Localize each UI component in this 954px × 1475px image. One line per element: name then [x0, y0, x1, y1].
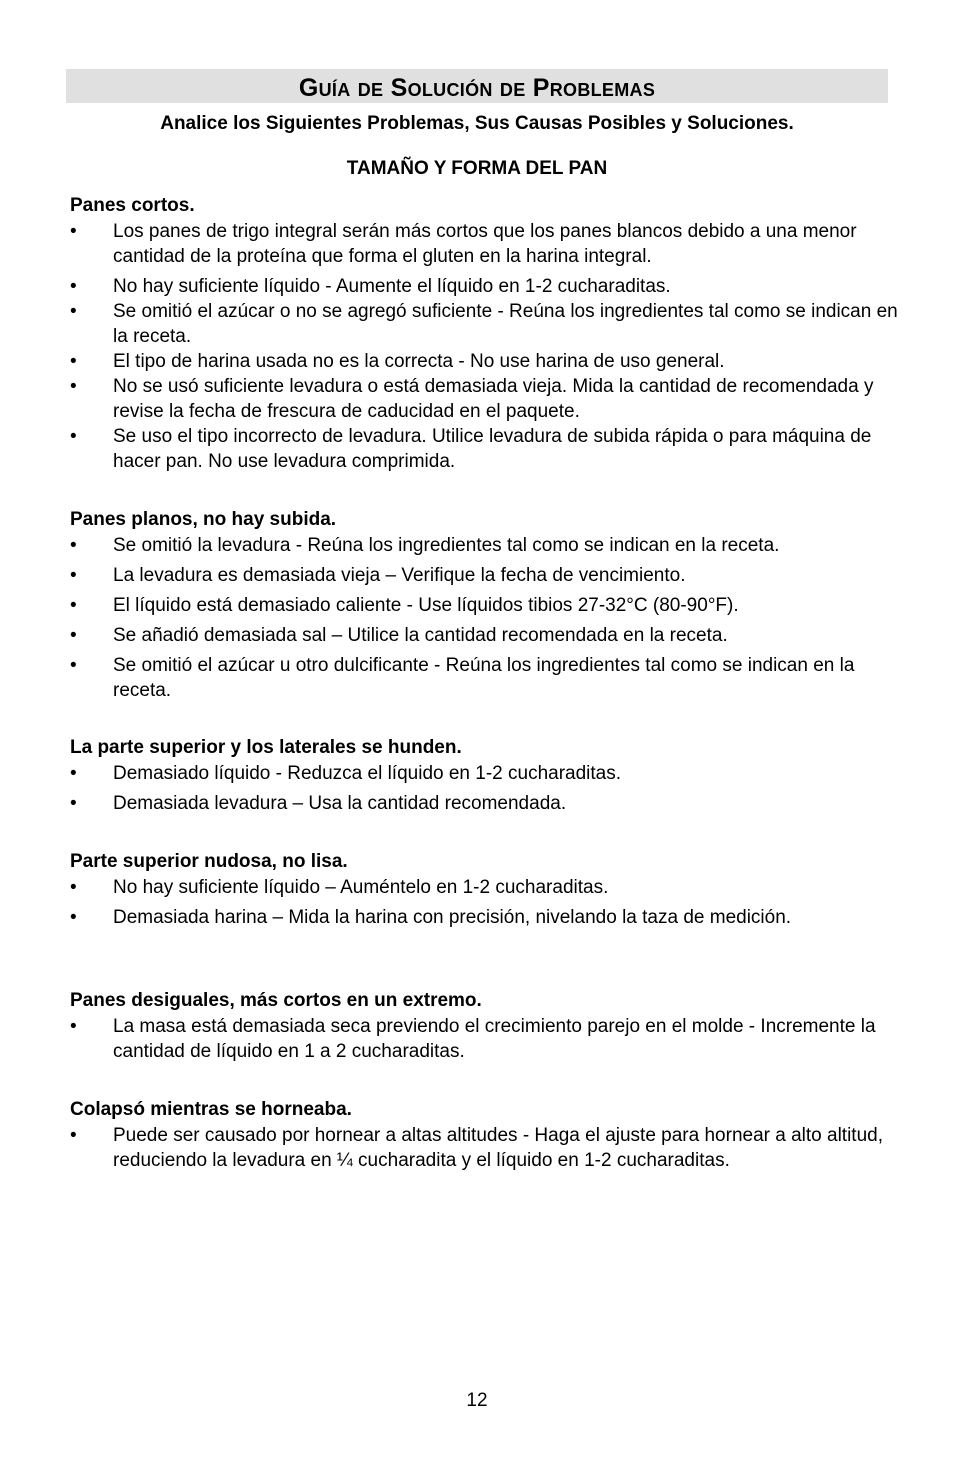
- list-item: [70, 653, 900, 703]
- category-heading: TAMAÑO Y FORMA DEL PAN: [346, 158, 608, 179]
- page-title: Guía de Solución de Problemas: [298, 74, 656, 102]
- list-item-text: Se añadió demasiada sal – Utilice la cantidad recomendada en la receta.: [113, 625, 728, 646]
- list-item: [70, 1123, 900, 1173]
- bullet-icon: •: [70, 907, 77, 928]
- list-item: [70, 299, 900, 349]
- list-item: [70, 593, 900, 618]
- bullet-icon: •: [70, 877, 77, 898]
- list-item-text: Se omitió la levadura - Reúna los ingredientes tal como se indican en la receta.: [113, 535, 780, 556]
- list-item-text: No hay suficiente líquido – Auméntelo en 1-2 cucharaditas.: [113, 877, 609, 898]
- list-item: [70, 374, 900, 424]
- list-item-text: No se usó suficiente levadura o está demasiada vieja. Mida la cantidad de recomendada y revise la fecha de frescura de caducidad en el paquete.: [113, 376, 874, 422]
- bullet-icon: •: [70, 625, 77, 646]
- list-item-text: El líquido está demasiado caliente - Use líquidos tibios 27-32°C (80-90°F).: [113, 595, 739, 616]
- bullet-icon: •: [70, 565, 77, 586]
- bullet-list: [70, 875, 900, 930]
- bullet-list: [70, 533, 900, 703]
- section-heading: Parte superior nudosa, no lisa.: [70, 851, 348, 872]
- list-item-text: Los panes de trigo integral serán más cortos que los panes blancos debido a una menor cantidad de la proteína que forma el gluten en la harina integral.: [113, 221, 857, 267]
- bullet-icon: •: [70, 1125, 77, 1146]
- section-heading: Colapsó mientras se horneaba.: [70, 1099, 352, 1120]
- section-heading: Panes desiguales, más cortos en un extremo.: [70, 990, 482, 1011]
- list-item-text: Se uso el tipo incorrecto de levadura. Utilice levadura de subida rápida o para máquina de hacer pan. No use levadura comprimida.: [113, 426, 872, 472]
- list-item: [70, 761, 900, 786]
- bullet-list: [70, 1123, 900, 1173]
- bullet-icon: •: [70, 301, 77, 322]
- list-item: [70, 623, 900, 648]
- bullet-list: [70, 1014, 900, 1064]
- list-item: [70, 349, 900, 374]
- list-item: [70, 219, 900, 269]
- list-item-text: No hay suficiente líquido - Aumente el líquido en 1-2 cucharaditas.: [113, 276, 671, 297]
- page-number: 12: [466, 1390, 488, 1411]
- list-item-text: Demasiado líquido - Reduzca el líquido en 1-2 cucharaditas.: [113, 763, 622, 784]
- bullet-icon: •: [70, 1016, 77, 1037]
- list-item-text: La levadura es demasiada vieja – Verifique la fecha de vencimiento.: [113, 565, 686, 586]
- section-heading: La parte superior y los laterales se hunden.: [70, 737, 462, 758]
- bullet-icon: •: [70, 426, 77, 447]
- bullet-icon: •: [70, 351, 77, 372]
- section-heading: Panes planos, no hay subida.: [70, 509, 337, 530]
- list-item-text: Puede ser causado por hornear a altas altitudes - Haga el ajuste para hornear a alto altitud, reduciendo la levadura en ¼ cucharadita y el líquido en 1-2 cucharaditas.: [113, 1125, 883, 1171]
- bullet-icon: •: [70, 535, 77, 556]
- list-item-text: Se omitió el azúcar o no se agregó suficiente - Reúna los ingredientes tal como se indican en la receta.: [113, 301, 898, 347]
- list-item-text: La masa está demasiada seca previendo el crecimiento parejo en el molde - Incremente la cantidad de líquido en 1 a 2 cucharaditas.: [113, 1016, 876, 1062]
- list-item: [70, 274, 900, 299]
- bullet-icon: •: [70, 655, 77, 676]
- list-item-text: Demasiada harina – Mida la harina con precisión, nivelando la taza de medición.: [113, 907, 792, 928]
- list-item: [70, 791, 900, 816]
- bullet-icon: •: [70, 793, 77, 814]
- list-item: [70, 424, 900, 474]
- list-item-text: Demasiada levadura – Usa la cantidad recomendada.: [113, 793, 567, 814]
- list-item: [70, 875, 900, 900]
- bullet-list: [70, 219, 900, 474]
- bullet-icon: •: [70, 763, 77, 784]
- list-item: [70, 905, 900, 930]
- bullet-list: [70, 761, 900, 816]
- bullet-icon: •: [70, 595, 77, 616]
- list-item-text: Se omitió el azúcar u otro dulcificante - Reúna los ingredientes tal como se indican en la receta.: [113, 655, 855, 701]
- bullet-icon: •: [70, 221, 77, 242]
- list-item: [70, 1014, 900, 1064]
- bullet-icon: •: [70, 276, 77, 297]
- list-item: [70, 533, 900, 558]
- intro-text: Analice los Siguientes Problemas, Sus Causas Posibles y Soluciones.: [160, 113, 794, 134]
- list-item-text: El tipo de harina usada no es la correcta - No use harina de uso general.: [113, 351, 725, 372]
- title-bar: [66, 69, 888, 103]
- bullet-icon: •: [70, 376, 77, 397]
- list-item: [70, 563, 900, 588]
- section-heading: Panes cortos.: [70, 195, 195, 216]
